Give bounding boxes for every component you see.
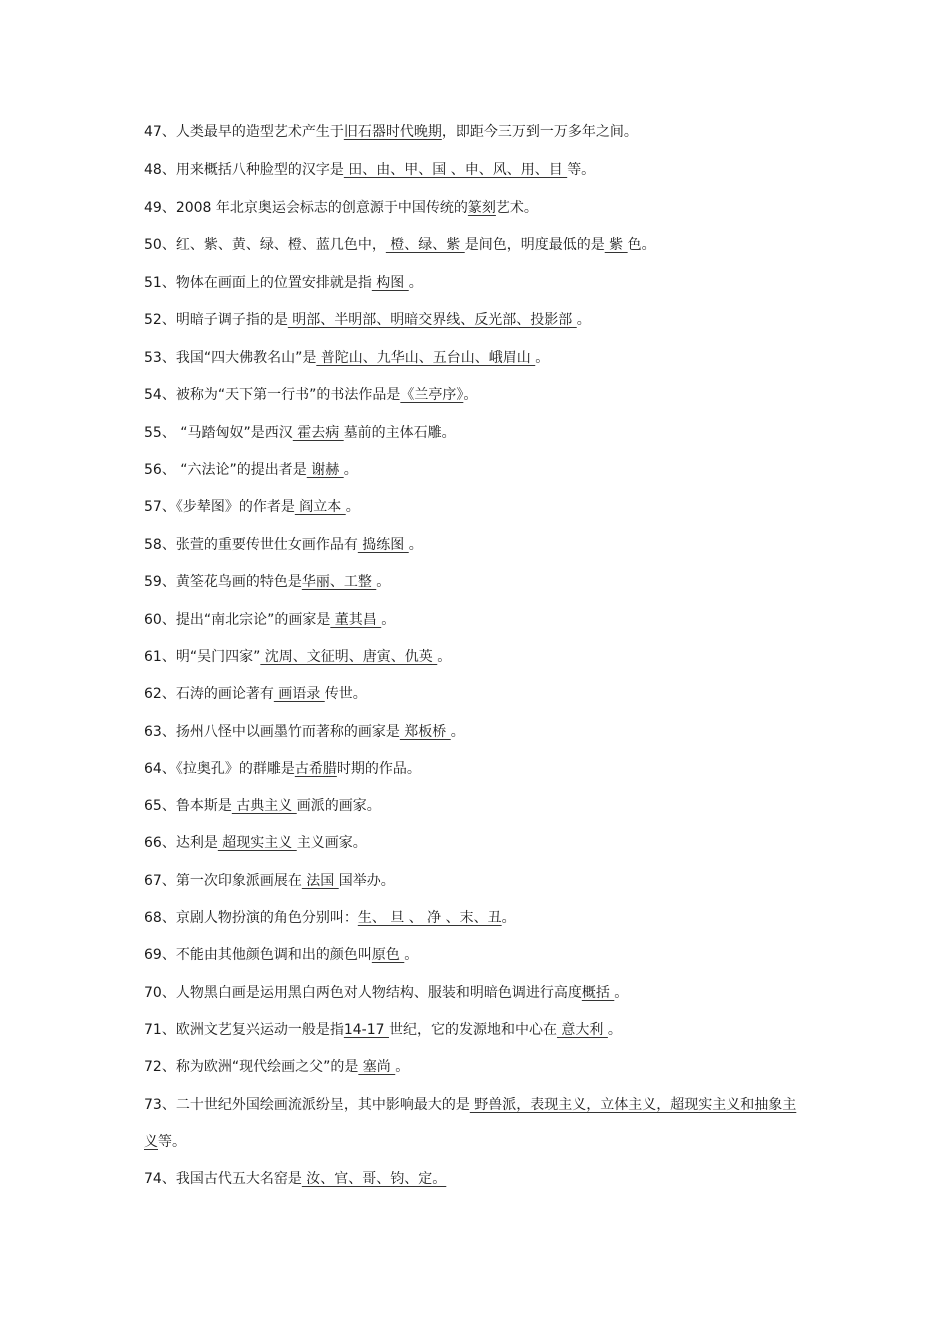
question-50 [144, 235, 820, 255]
question-73 [144, 1095, 820, 1115]
question-66 [144, 833, 820, 853]
answer-blank: 普陀山、九华山、五台山、峨眉山 [316, 350, 536, 366]
question-text: 65、鲁本斯是 [144, 798, 232, 814]
question-text: 。 [501, 910, 516, 926]
question-text: 传世。 [324, 686, 367, 702]
question-text: 。 [450, 724, 465, 740]
question-text: 62、石涛的画论著有 [144, 686, 274, 702]
question-text: 国举办。 [338, 873, 395, 889]
question-71 [144, 1020, 820, 1040]
answer-blank: 塞尚 [358, 1059, 396, 1075]
question-text: 艺术。 [495, 200, 538, 216]
question-text: 48、用来概括八种脸型的汉字是 [144, 162, 344, 178]
answer-blank: 超现实主义 [217, 835, 297, 851]
answer-blank: 意大利 [556, 1022, 608, 1038]
answer-blank: 生、 旦 、 净 、末、丑 [357, 910, 502, 926]
question-73-continued [144, 1132, 820, 1152]
answer-blank: 构图 [371, 275, 409, 291]
question-text: 72、称为欧洲“现代绘画之父”的是 [144, 1059, 359, 1075]
question-text: 64、《拉奥孔》的群雕是 [144, 761, 295, 777]
question-text: 55、 “马踏匈奴”是西汉 [144, 425, 293, 441]
question-text: 画派的画家。 [296, 798, 381, 814]
question-text: 墓前的主体石雕。 [343, 425, 456, 441]
question-59 [144, 572, 820, 592]
question-72 [144, 1057, 820, 1077]
question-text: 。 [408, 275, 423, 291]
question-text: ，即距今三万到一万多年之间。 [441, 124, 638, 140]
question-text: 色。 [627, 237, 656, 253]
answer-blank: 明部、半明部、明暗交界线、反光部、投影部 [287, 312, 577, 328]
answer-blank: 汝、官、哥、钧、定。 [301, 1171, 447, 1187]
question-63 [144, 722, 820, 742]
question-48 [144, 160, 820, 180]
question-74 [144, 1169, 820, 1189]
answer-blank: 概括 [581, 985, 615, 1001]
question-54 [144, 385, 820, 405]
question-text: 。 [535, 350, 550, 366]
question-text: 。 [404, 947, 419, 963]
question-55 [144, 423, 820, 443]
question-text: 49、2008 年北京奥运会标志的创意源于中国传统的 [144, 200, 468, 216]
question-text: 主义画家。 [296, 835, 367, 851]
question-text: 。 [381, 612, 396, 628]
question-text: 。 [408, 537, 423, 553]
question-text: 51、物体在画面上的位置安排就是指 [144, 275, 372, 291]
question-text: 。 [614, 985, 629, 1001]
answer-blank: 原色 [371, 947, 405, 963]
question-text: 世纪，它的发源地和中心在 [388, 1022, 557, 1038]
question-text: 是间色，明度最低的是 [464, 237, 605, 253]
question-text: 61、明“吴门四家” [144, 649, 261, 665]
answer-blank: 《兰亭序》 [400, 387, 464, 403]
question-47 [144, 122, 820, 142]
answer-blank: 田、由、甲、国 、申、风、用、目 [343, 162, 568, 178]
question-text: 71、欧洲文艺复兴运动一般是指 [144, 1022, 344, 1038]
question-49 [144, 198, 820, 218]
question-text: 73、二十世纪外国绘画流派纷呈，其中影响最大的是 [144, 1097, 470, 1113]
question-69 [144, 945, 820, 965]
answer-blank: 篆刻 [467, 200, 496, 216]
question-text: 50、红、紫、黄、绿、橙、蓝几色中， [144, 237, 386, 253]
answer-blank: 野兽派，表现主义，立体主义，超现实主义和抽象主 [469, 1097, 797, 1113]
answer-blank: 霍去病 [292, 425, 344, 441]
question-text: 等。 [158, 1134, 186, 1150]
question-text: 47、人类最早的造型艺术产生于 [144, 124, 344, 140]
answer-blank: 古希腊 [294, 761, 337, 777]
answer-blank: 谢赫 [306, 462, 344, 478]
answer-blank: 义 [144, 1134, 158, 1150]
question-67 [144, 871, 820, 891]
question-text: 67、第一次印象派画展在 [144, 873, 302, 889]
answer-blank: 橙、绿、紫 [385, 237, 465, 253]
question-text: 58、张萱的重要传世仕女画作品有 [144, 537, 358, 553]
question-text: 54、被称为“天下第一行书”的书法作品是 [144, 387, 401, 403]
question-text: 57、《步辇图》的作者是 [144, 499, 295, 515]
question-70 [144, 983, 820, 1003]
answer-blank: 阎立本 [294, 499, 346, 515]
question-text: 。 [345, 499, 360, 515]
question-text: 74、我国古代五大名窑是 [144, 1171, 302, 1187]
answer-blank: 旧石器时代晚期 [343, 124, 442, 140]
question-text: 。 [376, 574, 391, 590]
question-68 [144, 908, 820, 928]
question-64 [144, 759, 820, 779]
answer-blank: 14-17 [343, 1022, 389, 1038]
question-text: 53、我国“四大佛教名山”是 [144, 350, 317, 366]
question-text: 。 [607, 1022, 622, 1038]
question-text: 。 [437, 649, 452, 665]
question-text: 52、明暗子调子指的是 [144, 312, 288, 328]
question-text: 。 [463, 387, 478, 403]
question-text: 。 [343, 462, 358, 478]
question-text: 68、京剧人物扮演的角色分别叫： [144, 910, 358, 926]
answer-blank: 沈周、文征明、唐寅、仇英 [260, 649, 438, 665]
question-text: 63、扬州八怪中以画墨竹而著称的画家是 [144, 724, 400, 740]
question-text: 69、不能由其他颜色调和出的颜色叫 [144, 947, 372, 963]
question-51 [144, 273, 820, 293]
question-60 [144, 610, 820, 630]
question-58 [144, 535, 820, 555]
question-text: 。 [576, 312, 591, 328]
question-text: 59、黄筌花鸟画的特色是 [144, 574, 302, 590]
question-text: 66、达利是 [144, 835, 218, 851]
answer-blank: 古典主义 [231, 798, 297, 814]
answer-blank: 郑板桥 [399, 724, 451, 740]
answer-blank: 法国 [301, 873, 339, 889]
question-53 [144, 348, 820, 368]
question-text: 60、提出“南北宗论”的画家是 [144, 612, 331, 628]
question-57 [144, 497, 820, 517]
question-text: 70、人物黑白画是运用黑白两色对人物结构、服装和明暗色调进行高度 [144, 985, 582, 1001]
question-text: 。 [395, 1059, 410, 1075]
question-62 [144, 684, 820, 704]
answer-blank: 紫 [604, 237, 628, 253]
question-text: 时期的作品。 [336, 761, 421, 777]
question-61 [144, 647, 820, 667]
answer-blank: 华丽、工整 [301, 574, 377, 590]
question-65 [144, 796, 820, 816]
question-52 [144, 310, 820, 330]
question-text: 56、 “六法论”的提出者是 [144, 462, 307, 478]
question-56 [144, 460, 820, 480]
answer-blank: 董其昌 [330, 612, 382, 628]
answer-blank: 捣练图 [357, 537, 409, 553]
question-text: 等。 [567, 162, 596, 178]
answer-blank: 画语录 [273, 686, 325, 702]
